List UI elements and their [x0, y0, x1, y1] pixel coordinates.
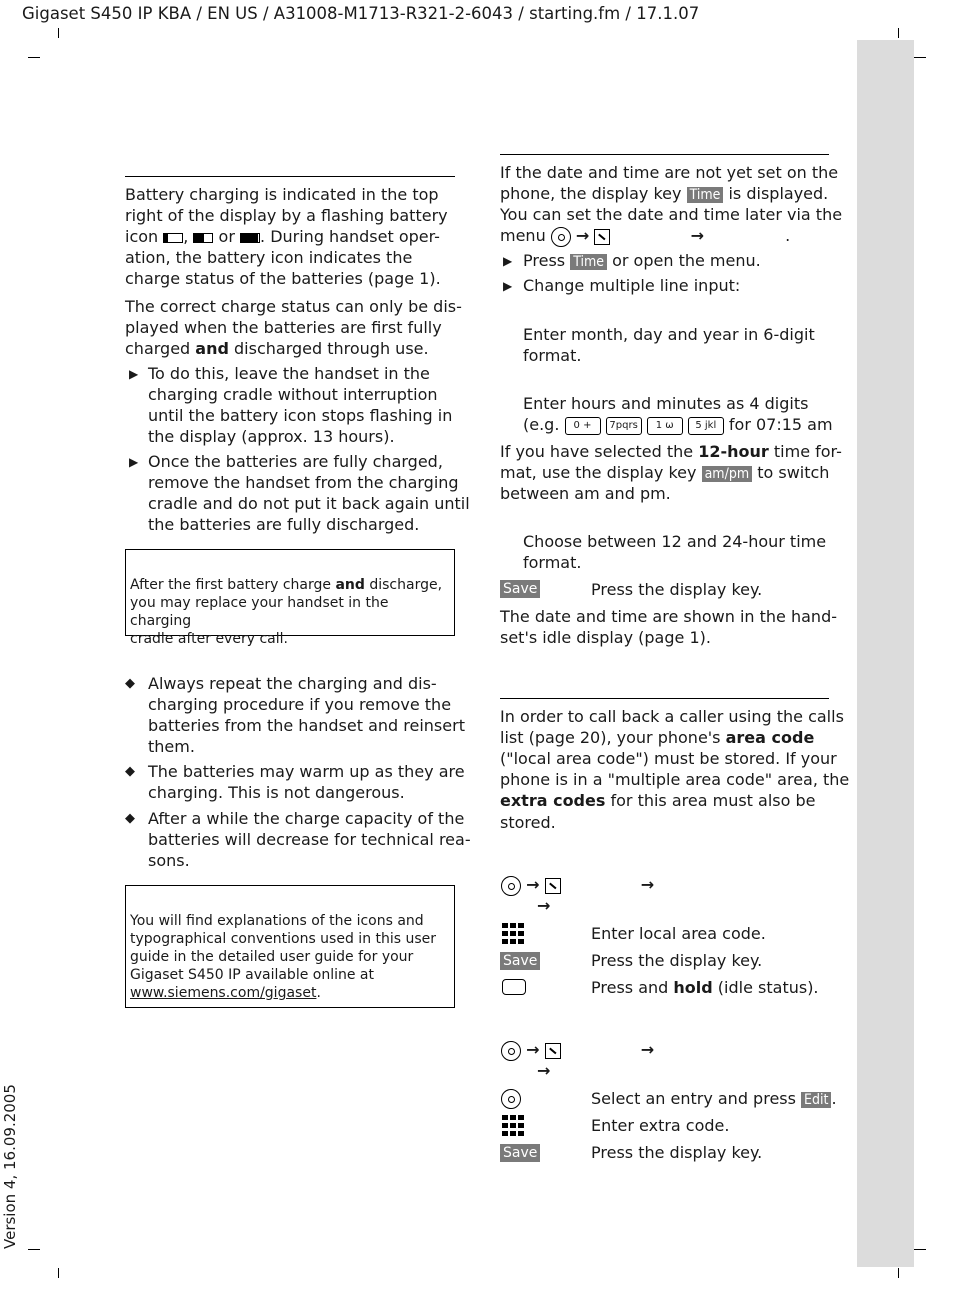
bold-text: hold [673, 978, 713, 997]
paragraph-line: The date and time are shown in the hand- [500, 607, 837, 626]
list-line: batteries from the handset and reinsert [148, 716, 465, 735]
text: to switch [757, 463, 830, 482]
paragraph-line: Press the display key. [591, 580, 763, 599]
list-line [523, 250, 761, 273]
save-key[interactable]: Save [500, 1144, 540, 1162]
list-line: until the battery icon stops flashing in [148, 406, 453, 425]
section-rule [500, 154, 829, 155]
note-line: Gigaset S450 IP available online at [130, 967, 374, 983]
paragraph-line: If the date and time are not yet set on the [500, 163, 839, 182]
text: Press and [591, 978, 674, 997]
paragraph-line: ("local area code") must be stored. If your [500, 749, 837, 768]
list-line: To do this, leave the handset in the [148, 364, 430, 383]
list-line: batteries will decrease for technical rea- [148, 830, 471, 849]
crop-mark [28, 57, 40, 58]
diamond-bullet-icon: ◆ [125, 676, 135, 691]
text: mat, use the display key [500, 463, 697, 482]
crop-mark [28, 1249, 40, 1250]
text: charged [125, 339, 196, 358]
arrow-right-icon: → [537, 896, 551, 915]
diamond-bullet-icon: ◆ [125, 811, 135, 826]
battery-low-icon [163, 233, 183, 243]
list-line: sons. [148, 851, 190, 870]
paragraph-line [500, 790, 816, 811]
paragraph-line: phone is in a "multiple area code" area, the [500, 770, 850, 789]
settings-menu-icon [545, 878, 561, 894]
time-key[interactable]: Time [570, 254, 607, 270]
step-text: Press the display key. [591, 951, 763, 970]
paragraph-line: played when the batteries are first fully [125, 318, 442, 337]
paragraph-line: You can set the date and time later via the [500, 205, 843, 224]
bold-text: and [195, 339, 229, 358]
edit-key[interactable]: Edit [801, 1092, 831, 1108]
paragraph-line: Enter hours and minutes as 4 digits [523, 394, 809, 413]
list-line: them. [148, 737, 195, 756]
ampm-key[interactable]: am/pm [702, 466, 753, 482]
keypad-icon [502, 1115, 524, 1137]
diamond-bullet-icon: ◆ [125, 764, 135, 779]
key-0-icon: 0 + [565, 417, 601, 435]
text: If you have selected the [500, 442, 699, 461]
navigation-key-icon [551, 227, 571, 247]
paragraph-line: Battery charging is indicated in the top [125, 185, 439, 204]
text: discharged through use. [228, 339, 429, 358]
text: Select an entry and press [591, 1089, 796, 1108]
save-key[interactable]: Save [500, 952, 540, 970]
section-rule [125, 176, 455, 177]
triangle-bullet-icon: ▶ [503, 279, 513, 293]
list-line: charging procedure if you remove the [148, 695, 452, 714]
navigation-key-icon [501, 876, 521, 896]
key-7-icon: 7pqrs [606, 417, 642, 435]
battery-full-icon [240, 233, 260, 243]
triangle-bullet-icon: ▶ [129, 367, 139, 381]
paragraph-line [125, 338, 429, 359]
save-key[interactable]: Save [500, 580, 540, 598]
list-line: cradle and do not put it back again until [148, 494, 470, 513]
note-line [130, 984, 450, 1002]
list-line: charging cradle without interruption [148, 385, 438, 404]
paragraph-line: format. [523, 553, 582, 572]
step-text [591, 977, 819, 998]
text: is displayed. [728, 184, 829, 203]
arrow-right-icon: → [640, 875, 655, 894]
triangle-bullet-icon: ▶ [503, 254, 513, 268]
list-line: charging. This is not dangerous. [148, 783, 405, 802]
text: for 07:15 am [728, 415, 833, 434]
key-5-icon: 5 jkl [688, 417, 724, 435]
bold-text: area code [725, 728, 815, 747]
list-line: remove the handset from the charging [148, 473, 459, 492]
arrow-right-icon: → [640, 1040, 655, 1059]
bold-text: and [335, 577, 365, 593]
side-margin-bar [857, 40, 914, 1267]
note-line [130, 576, 450, 594]
text: Press [523, 251, 566, 270]
text: list (page 20), your phone's [500, 728, 726, 747]
paragraph-line [500, 727, 814, 748]
paragraph-line: charge status of the batteries (page 1). [125, 269, 441, 288]
paragraph-line [500, 183, 828, 206]
arrow-right-icon: → [690, 226, 704, 245]
text: menu [500, 226, 546, 245]
note-line: cradle after every call. [130, 631, 288, 647]
paragraph-line: between am and pm. [500, 484, 671, 503]
key-1-icon: 1 ω [647, 417, 683, 435]
step-text: Enter extra code. [591, 1116, 730, 1135]
bold-text: extra codes [500, 791, 606, 810]
list-line: Once the batteries are fully charged, [148, 452, 443, 471]
text: . [831, 1089, 837, 1108]
list-line: the display (approx. 13 hours). [148, 427, 395, 446]
paragraph-line: Choose between 12 and 24-hour time [523, 532, 827, 551]
crop-mark [58, 1268, 59, 1278]
triangle-bullet-icon: ▶ [129, 455, 139, 469]
note-line: you may replace your handset in the charging [130, 595, 389, 629]
navigation-key-icon [501, 1041, 521, 1061]
menu-path [501, 875, 654, 896]
text: or open the menu. [612, 251, 761, 270]
list-line: Always repeat the charging and dis- [148, 674, 437, 693]
time-key[interactable]: Time [687, 187, 724, 203]
list-line: Change multiple line input: [523, 276, 741, 295]
text: After the first battery charge [130, 577, 336, 593]
paragraph-line [523, 414, 833, 435]
section-rule [500, 698, 829, 699]
text: phone, the display key [500, 184, 682, 203]
paragraph-line [125, 226, 440, 247]
crop-mark [914, 1249, 926, 1250]
settings-menu-icon [594, 229, 610, 245]
text: (e.g. [523, 415, 560, 434]
version-label: Version 4, 16.09.2005 [1, 1084, 19, 1249]
crop-mark [58, 28, 59, 38]
arrow-right-icon: → [526, 1040, 540, 1059]
note-box [125, 549, 455, 647]
step-text: Press the display key. [591, 1143, 763, 1162]
text: . During handset oper- [260, 227, 440, 246]
list-line: The batteries may warm up as they are [148, 762, 465, 781]
note-line: guide in the detailed user guide for your [130, 949, 414, 965]
settings-menu-icon [545, 1043, 561, 1059]
navigation-key-icon [501, 1089, 521, 1109]
paragraph-line: stored. [500, 813, 556, 832]
arrow-right-icon: → [537, 1061, 551, 1080]
paragraph-line: ation, the battery icon indicates the [125, 248, 413, 267]
text: discharge, [364, 577, 443, 593]
step-icon [501, 1088, 521, 1109]
arrow-right-icon: → [575, 226, 590, 245]
paragraph-line: set's idle display (page 1). [500, 628, 711, 647]
note-box [125, 885, 455, 1008]
text: for this area must also be [605, 791, 816, 810]
paragraph-line: In order to call back a caller using the calls [500, 707, 844, 726]
end-call-key-icon [502, 979, 526, 995]
website-link[interactable]: www.siemens.com/gigaset [130, 985, 317, 1001]
paragraph-line [500, 462, 829, 485]
paragraph-line: right of the display by a flashing battery [125, 206, 448, 225]
paragraph-line [500, 441, 842, 462]
arrow-right-icon: → [526, 875, 540, 894]
keypad-icon [502, 923, 524, 945]
text: . [316, 985, 321, 1001]
list-line: After a while the charge capacity of the [148, 809, 465, 828]
text: icon [125, 227, 159, 246]
text: , [183, 227, 189, 246]
paragraph-line: format. [523, 346, 582, 365]
crop-mark [898, 1268, 899, 1278]
bold-text: 12-hour [698, 442, 769, 461]
step-text: Enter local area code. [591, 924, 766, 943]
paragraph-line [500, 225, 790, 247]
text: time for- [768, 442, 842, 461]
crop-mark [898, 28, 899, 38]
page-header: Gigaset S450 IP KBA / EN US / A31008-M1713-R321-2-6043 / starting.fm / 17.1.07 [22, 4, 700, 23]
note-line: typographical conventions used in this user [130, 931, 437, 947]
menu-path [501, 1040, 654, 1061]
battery-half-icon [193, 233, 213, 243]
text: or [218, 227, 235, 246]
text: . [785, 226, 791, 245]
text: (idle status). [712, 978, 819, 997]
note-line: You will find explanations of the icons and [130, 913, 424, 929]
crop-mark [914, 57, 926, 58]
paragraph-line: Enter month, day and year in 6-digit [523, 325, 815, 344]
paragraph-line: The correct charge status can only be dis- [125, 297, 462, 316]
list-line: the batteries are fully discharged. [148, 515, 420, 534]
step-text [591, 1088, 837, 1111]
